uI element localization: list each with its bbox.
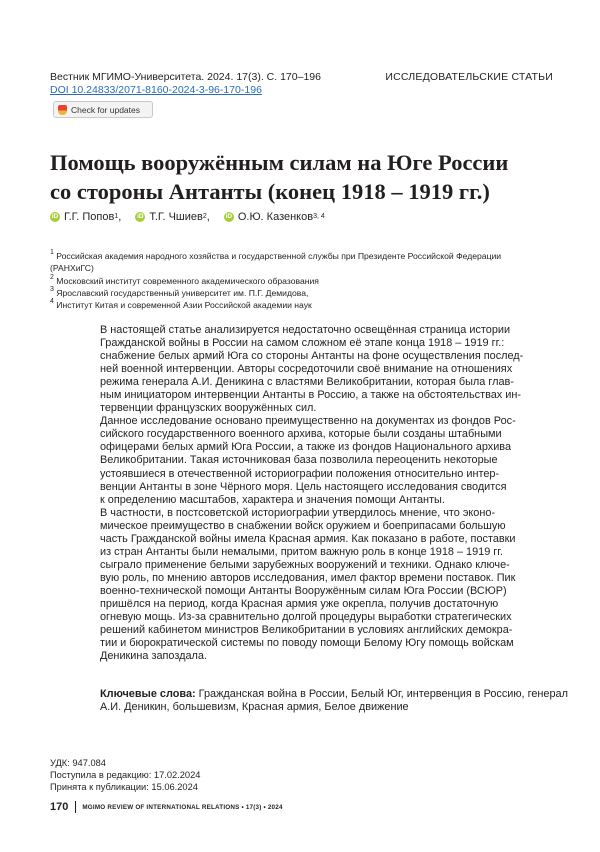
- crossmark-icon: [58, 105, 67, 115]
- abstract-line: режима генерала А.И. Деникина с властями Великобритании, которая была глав-: [100, 376, 514, 389]
- abstract-line: часть Гражданской войны имела Красная армия. Как показано в работе, поставки: [100, 532, 516, 545]
- abstract-line: ным инициатором интервенции Антанты в Россию, а также на обстоятельствах ин-: [100, 389, 521, 402]
- affiliation-number: 1: [50, 249, 54, 256]
- abstract-line: Данное исследование основано преимущественно на документах из фондов Рос-: [100, 415, 516, 428]
- running-footer: MGIMO REVIEW OF INTERNATIONAL RELATIONS • 17(3) • 2024: [82, 803, 283, 811]
- orcid-icon[interactable]: iD: [51, 213, 59, 220]
- abstract-line: решений кабинетом министров Великобритании в условиях английских демокра-: [100, 624, 513, 637]
- abstract-line: Великобритании. Такая источниковая база позволила переоценить некоторые: [100, 454, 498, 467]
- affiliation: [50, 287, 501, 299]
- abstract-line: военно-технической помощи Антанты Вооружённым силам Юга России (ВСЮР): [100, 584, 507, 597]
- abstract-line: снабжение белых армий Юга со стороны Антанты на фоне осуществления послед-: [100, 350, 524, 363]
- author-name: Г.Г. Попов: [64, 211, 115, 223]
- check-for-updates-button[interactable]: [53, 101, 153, 118]
- doi-link[interactable]: DOI 10.24833/2071-8160-2024-3-96-170-196: [50, 84, 262, 96]
- publication-meta: [50, 757, 200, 794]
- abstract-line: мическое преимущество в снабжении войск оружием и боеприпасами большую: [100, 519, 506, 532]
- abstract-line: тии и бюрократической системы по поводу помощи Белому Югу помощь войскам: [100, 637, 514, 650]
- received-date: Поступила в редакцию: 17.02.2024: [50, 770, 201, 781]
- abstract: [100, 324, 550, 663]
- affiliation-text: Институт Китая и современной Азии Российской академии наук: [53, 300, 312, 311]
- abstract-line: устоявшиеся в отечественной историографии положения относительно интер-: [100, 467, 500, 480]
- author-separator: ,: [206, 211, 210, 223]
- abstract-line: пришёлся на период, когда Красная армия уже окрепла, получив достаточную: [100, 597, 499, 610]
- keywords-label: Ключевые слова:: [100, 688, 196, 700]
- abstract-line: венции Антанты в зоне Чёрного моря. Цель настоящего исследования сводится: [100, 480, 507, 493]
- author-separator: ,: [118, 211, 122, 223]
- abstract-line: вую роль, по мнению авторов исследования, имел фактор времени поставок. Пик: [100, 571, 516, 584]
- author-list: [50, 211, 339, 223]
- affiliation: [50, 250, 501, 262]
- affiliation-number: 4: [50, 298, 54, 306]
- check-for-updates-label: Check for updates: [71, 104, 140, 115]
- title-line-2: со стороны Антанты (конец 1918 – 1919 гг.): [50, 179, 490, 204]
- affiliation: [50, 262, 501, 274]
- affiliation-number: 3: [50, 285, 54, 293]
- accepted-date: Принята к публикации: 15.06.2024: [50, 782, 198, 793]
- abstract-line: В настоящей статье анализируется недостаточно освещённая страница истории: [100, 324, 511, 336]
- affiliations: [50, 250, 501, 311]
- affiliation-text: Российская академия народного хозяйства и государственной службы при Президенте Российской Федерации: [53, 251, 502, 261]
- page-footer: [50, 801, 283, 813]
- affiliation-text: Московский институт современного академического образования: [53, 275, 319, 286]
- journal-header: [50, 71, 553, 97]
- author[interactable]: iD Т.Г. Чшиев 2 ,: [137, 211, 210, 223]
- abstract-line: сыграло применение белыми зарубежных вооружений и техники. Однако ключе-: [100, 558, 510, 571]
- author-name: Т.Г. Чшиев: [149, 211, 203, 223]
- keywords-line: А.И. Деникин, большевизм, Красная армия, Белое движение: [100, 701, 409, 714]
- abstract-line: тервенции французских вооружённых сил.: [100, 402, 317, 415]
- author[interactable]: iD Г.Г. Попов 1 ,: [51, 211, 122, 223]
- abstract-line: к определению масштабов, характера и значения помощи Антанты.: [100, 493, 445, 506]
- abstract-line: ней военной интервенции. Авторы сосредоточили своё внимание на отношениях: [100, 363, 513, 376]
- orcid-icon[interactable]: iD: [225, 213, 233, 220]
- affiliation-number: 2: [50, 273, 54, 281]
- affiliation: [50, 275, 501, 287]
- udk: УДК: 947.084: [50, 758, 106, 768]
- keywords-line: [100, 688, 568, 701]
- author-name: О.Ю. Казенков: [237, 211, 314, 223]
- section-label: ИССЛЕДОВАТЕЛЬСКИЕ СТАТЬИ: [385, 71, 553, 83]
- affiliation: [50, 299, 501, 311]
- abstract-line: офицерами белых армий Юга России, а также из фондов Национального архива: [100, 441, 512, 454]
- abstract-line: Деникина запоздала.: [100, 650, 207, 663]
- footer-divider: [75, 801, 76, 813]
- abstract-line: огневую мощь. Из-за сравнительно долгой процедуры выработки стратегических: [100, 611, 512, 624]
- abstract-line: из стран Антанты были немалыми, притом важную роль в конце 1918 – 1919 гг.: [100, 545, 503, 558]
- keywords-text: Гражданская война в России, Белый Юг, интервенция в Россию, генерал: [195, 688, 568, 700]
- article-title: [50, 148, 550, 206]
- affiliation-text: (РАНХиГС): [50, 263, 94, 274]
- page-number: 170: [50, 801, 69, 813]
- abstract-line: сийского государственного военного архива, которые были созданы штабными: [100, 428, 502, 441]
- title-line-1: Помощь вооружённым силам на Юге России: [50, 150, 509, 175]
- journal-citation: Вестник МГИМО-Университета. 2024. 17(3). С. 170–196: [50, 71, 321, 83]
- author[interactable]: iD О.Ю. Казенков 3, 4: [225, 211, 325, 223]
- abstract-line: Гражданской войны в России на самом сложном её этапе конца 1918 – 1919 гг.:: [100, 337, 505, 350]
- keywords: [100, 688, 568, 714]
- orcid-icon[interactable]: iD: [137, 213, 144, 220]
- affiliation-text: Ярославский государственный университет им. П.Г. Демидова,: [53, 287, 309, 298]
- abstract-line: В частности, в постсоветской историографии утвердилось мнение, что эконо-: [100, 506, 496, 519]
